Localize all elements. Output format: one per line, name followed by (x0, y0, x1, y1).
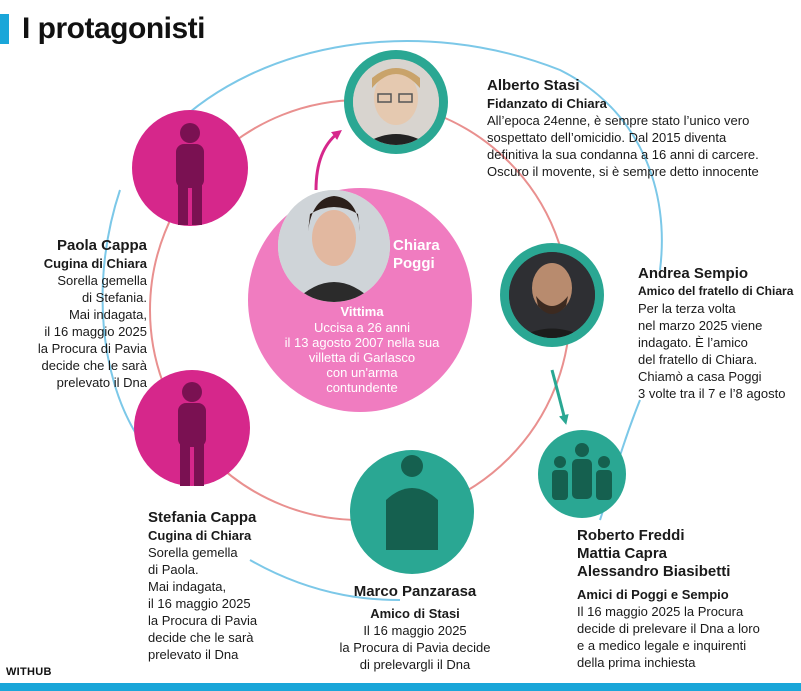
friends-info (577, 527, 795, 671)
paola-name: Paola Cappa (56, 237, 147, 254)
panzarasa-name: Marco Panzarasa (353, 583, 477, 600)
sempio-info (638, 265, 798, 402)
stasi-name: Alberto Stasi (487, 77, 580, 94)
panzarasa-portrait (350, 450, 474, 574)
panzarasa-role: Amico di Stasi (370, 606, 460, 621)
sempio-name: Andrea Sempio (638, 265, 749, 282)
panzarasa-info (320, 583, 510, 673)
brand-logo: WITHUB (6, 666, 52, 678)
paola-role: Cugina di Chiara (43, 256, 147, 271)
stasi-description: All’epoca 24enne, è sempre stato l’unico vero sospettato dell’omicidio. Dal 2015 diventa definitiva la sua condanna a 16 anni di carcere. Oscuro il movente, si è sempre detto innocente (487, 113, 759, 179)
friends-portrait (538, 430, 626, 518)
stasi-info (487, 77, 793, 180)
sempio-portrait (500, 243, 604, 347)
friends-description: Il 16 maggio 2025 la Procura decide di prelevare il Dna a loro e a medico legale e inquirenti della prima inchiesta (577, 604, 760, 670)
victim-name-line2: Poggi (393, 255, 435, 272)
page-title: I protagonisti (22, 12, 205, 45)
victim-label: Vittima (340, 304, 384, 319)
victim-name-line1: Chiara (393, 237, 440, 254)
stasi-role: Fidanzato di Chiara (487, 96, 607, 111)
arrow-victim-to-stasi (316, 133, 338, 190)
stasi-portrait (344, 50, 448, 154)
victim-description: Uccisa a 26 anni il 13 agosto 2007 nella sua villetta di Garlasco con un'arma contundente (284, 320, 440, 395)
friends-role: Amici di Poggi e Sempio (577, 587, 729, 602)
paola-portrait (132, 110, 248, 226)
victim-name (393, 237, 453, 273)
stefania-name: Stefania Cappa (148, 509, 257, 526)
bottom-accent-bar (0, 683, 801, 691)
stefania-description: Sorella gemella di Paola. Mai indagata, il 16 maggio 2025 la Procura di Pavia decide che le sarà prelevato il Dna (148, 545, 258, 662)
friend-name-2: Mattia Capra (577, 545, 668, 562)
stefania-portrait (134, 370, 250, 486)
sempio-role: Amico del fratello di Chiara (638, 284, 794, 298)
paola-info (0, 237, 147, 391)
victim-info (278, 304, 446, 395)
stefania-info (148, 509, 308, 663)
paola-description: Sorella gemella di Stefania. Mai indagata, il 16 maggio 2025 la Procura di Pavia decide che le sarà prelevato il Dna (37, 273, 147, 390)
panzarasa-description: Il 16 maggio 2025 la Procura di Pavia decide di prelevargli il Dna (339, 623, 491, 672)
sempio-description: Per la terza volta nel marzo 2025 viene indagato. È l’amico del fratello di Chiara. Chiamò a casa Poggi 3 volte tra il 7 e l’8 agosto (638, 301, 786, 401)
friend-name-1: Roberto Freddi (577, 527, 685, 544)
friend-name-3: Alessandro Biasibetti (577, 563, 731, 580)
stefania-role: Cugina di Chiara (148, 528, 252, 543)
